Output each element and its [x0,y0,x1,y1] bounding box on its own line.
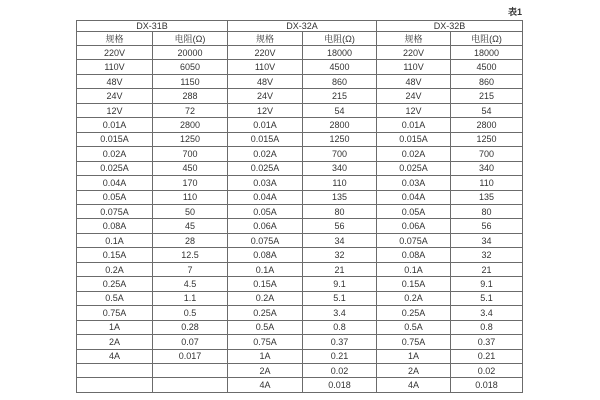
resistance-cell: 110 [153,190,228,204]
table-row [77,132,523,146]
resistance-column-header: 电阻(Ω) [153,32,228,46]
resistance-cell: 860 [303,74,377,88]
resistance-cell: 12.5 [153,248,228,262]
resistance-cell: 21 [451,262,523,276]
spec-cell: 0.06A [377,219,451,233]
table-row [77,291,523,305]
spec-cell: 0.075A [377,233,451,247]
spec-cell: 110V [228,60,303,74]
resistance-cell: 0.28 [153,320,228,334]
table-row [77,277,523,291]
spec-cell: 1A [377,349,451,363]
spec-cell: 24V [77,89,153,103]
spec-cell: 0.015A [77,132,153,146]
spec-cell: 0.25A [228,306,303,320]
table-row [77,176,523,190]
table-row [77,363,523,377]
table-row [77,147,523,161]
spec-cell: 0.03A [377,176,451,190]
spec-cell: 220V [77,46,153,60]
resistance-cell: 9.1 [303,277,377,291]
spec-cell: 0.025A [77,161,153,175]
resistance-cell: 860 [451,74,523,88]
resistance-cell: 0.02 [451,363,523,377]
spec-cell: 0.04A [77,176,153,190]
table-row [77,103,523,117]
resistance-cell: 0.017 [153,349,228,363]
resistance-cell: 0.5 [153,306,228,320]
spec-cell: 0.5A [377,320,451,334]
resistance-cell [153,363,228,377]
spec-cell: 0.75A [228,335,303,349]
spec-cell: 0.5A [77,291,153,305]
spec-cell: 48V [77,74,153,88]
spec-cell: 0.15A [228,277,303,291]
resistance-cell: 0.37 [451,335,523,349]
resistance-column-header: 电阻(Ω) [303,32,377,46]
resistance-cell: 215 [303,89,377,103]
resistance-cell: 1150 [153,74,228,88]
resistance-cell: 18000 [303,46,377,60]
group-header-row [77,21,523,32]
group-header-dx32a: DX-32A [228,21,377,32]
spec-cell: 12V [77,103,153,117]
resistance-cell: 7 [153,262,228,276]
table-row [77,378,523,393]
resistance-cell: 340 [303,161,377,175]
spec-cell: 48V [377,74,451,88]
spec-cell: 1A [228,349,303,363]
resistance-cell: 1250 [153,132,228,146]
resistance-cell: 2800 [303,118,377,132]
spec-cell: 2A [377,363,451,377]
resistance-cell: 54 [303,103,377,117]
resistance-cell: 135 [303,190,377,204]
spec-cell: 0.03A [228,176,303,190]
resistance-cell: 0.018 [451,378,523,393]
spec-cell: 0.08A [77,219,153,233]
resistance-cell: 32 [303,248,377,262]
resistance-cell: 4.5 [153,277,228,291]
spec-cell: 2A [228,363,303,377]
spec-cell [77,378,153,393]
spec-cell: 0.2A [228,291,303,305]
table-row [77,219,523,233]
resistance-cell [153,378,228,393]
spec-cell: 0.25A [77,277,153,291]
spec-cell: 0.02A [228,147,303,161]
table-row [77,335,523,349]
resistance-cell: 28 [153,233,228,247]
resistance-cell: 215 [451,89,523,103]
spec-cell: 0.01A [77,118,153,132]
resistance-cell: 4500 [451,60,523,74]
spec-cell: 4A [377,378,451,393]
table-row [77,118,523,132]
resistance-cell: 135 [451,190,523,204]
resistance-cell: 5.1 [451,291,523,305]
resistance-cell: 1.1 [153,291,228,305]
spec-column-header: 规格 [228,32,303,46]
resistance-cell: 0.02 [303,363,377,377]
spec-cell: 24V [228,89,303,103]
resistance-cell: 3.4 [303,306,377,320]
spec-cell: 220V [228,46,303,60]
spec-cell: 0.05A [77,190,153,204]
resistance-cell: 0.21 [451,349,523,363]
spec-cell: 0.15A [377,277,451,291]
spec-cell: 0.04A [377,190,451,204]
spec-cell: 0.2A [77,262,153,276]
spec-cell: 0.075A [228,233,303,247]
column-header-row [77,32,523,46]
table-row [77,74,523,88]
table-row [77,233,523,247]
resistance-cell: 34 [303,233,377,247]
resistance-cell: 20000 [153,46,228,60]
spec-column-header: 规格 [77,32,153,46]
spec-cell: 0.25A [377,306,451,320]
table-row [77,320,523,334]
spec-cell: 0.1A [377,262,451,276]
resistance-cell: 9.1 [451,277,523,291]
spec-cell [77,363,153,377]
resistance-cell: 700 [451,147,523,161]
resistance-cell: 54 [451,103,523,117]
spec-cell: 0.06A [228,219,303,233]
resistance-cell: 45 [153,219,228,233]
spec-cell: 12V [377,103,451,117]
group-header-dx31b: DX-31B [77,21,228,32]
table-caption: 表1 [507,7,522,17]
spec-cell: 110V [377,60,451,74]
resistance-cell: 56 [451,219,523,233]
spec-cell: 0.01A [228,118,303,132]
resistance-cell: 18000 [451,46,523,60]
resistance-cell: 0.8 [451,320,523,334]
table-row [77,46,523,60]
spec-cell: 0.075A [77,204,153,218]
table-row [77,262,523,276]
spec-cell: 0.75A [77,306,153,320]
resistance-cell: 32 [451,248,523,262]
table-row [77,248,523,262]
spec-cell: 2A [77,335,153,349]
resistance-cell: 50 [153,204,228,218]
spec-cell: 0.02A [377,147,451,161]
spec-cell: 4A [77,349,153,363]
resistance-cell: 0.37 [303,335,377,349]
resistance-cell: 1250 [451,132,523,146]
spec-cell: 0.08A [228,248,303,262]
spec-cell: 0.15A [77,248,153,262]
resistance-column-header: 电阻(Ω) [451,32,523,46]
spec-cell: 24V [377,89,451,103]
group-header-dx32b: DX-32B [377,21,523,32]
resistance-cell: 72 [153,103,228,117]
table-row [77,60,523,74]
spec-cell: 0.025A [377,161,451,175]
spec-cell: 0.015A [228,132,303,146]
resistance-cell: 21 [303,262,377,276]
resistance-spec-table [76,20,523,393]
table-row [77,204,523,218]
spec-cell: 0.05A [228,204,303,218]
spec-cell: 48V [228,74,303,88]
spec-cell: 0.025A [228,161,303,175]
spec-cell: 220V [377,46,451,60]
resistance-cell: 700 [303,147,377,161]
spec-cell: 0.02A [77,147,153,161]
spec-cell: 0.75A [377,335,451,349]
spec-cell: 0.1A [228,262,303,276]
resistance-cell: 340 [451,161,523,175]
spec-cell: 12V [228,103,303,117]
resistance-cell: 170 [153,176,228,190]
spec-cell: 0.05A [377,204,451,218]
resistance-cell: 4500 [303,60,377,74]
resistance-cell: 0.07 [153,335,228,349]
resistance-cell: 288 [153,89,228,103]
resistance-cell: 2800 [451,118,523,132]
spec-cell: 0.1A [77,233,153,247]
table-row [77,306,523,320]
resistance-cell: 5.1 [303,291,377,305]
resistance-cell: 1250 [303,132,377,146]
spec-cell: 110V [77,60,153,74]
resistance-cell: 0.21 [303,349,377,363]
spec-cell: 0.2A [377,291,451,305]
table-row [77,190,523,204]
spec-column-header: 规格 [377,32,451,46]
spec-cell: 0.04A [228,190,303,204]
resistance-cell: 450 [153,161,228,175]
resistance-cell: 80 [451,204,523,218]
table-row [77,89,523,103]
spec-cell: 4A [228,378,303,393]
resistance-cell: 80 [303,204,377,218]
table-row [77,161,523,175]
resistance-cell: 56 [303,219,377,233]
resistance-cell: 0.018 [303,378,377,393]
spec-cell: 1A [77,320,153,334]
spec-cell: 0.01A [377,118,451,132]
spec-cell: 0.015A [377,132,451,146]
resistance-cell: 110 [451,176,523,190]
spec-cell: 0.08A [377,248,451,262]
resistance-cell: 6050 [153,60,228,74]
resistance-cell: 700 [153,147,228,161]
resistance-cell: 3.4 [451,306,523,320]
spec-cell: 0.5A [228,320,303,334]
resistance-cell: 0.8 [303,320,377,334]
resistance-cell: 2800 [153,118,228,132]
resistance-cell: 110 [303,176,377,190]
table-row [77,349,523,363]
resistance-cell: 34 [451,233,523,247]
